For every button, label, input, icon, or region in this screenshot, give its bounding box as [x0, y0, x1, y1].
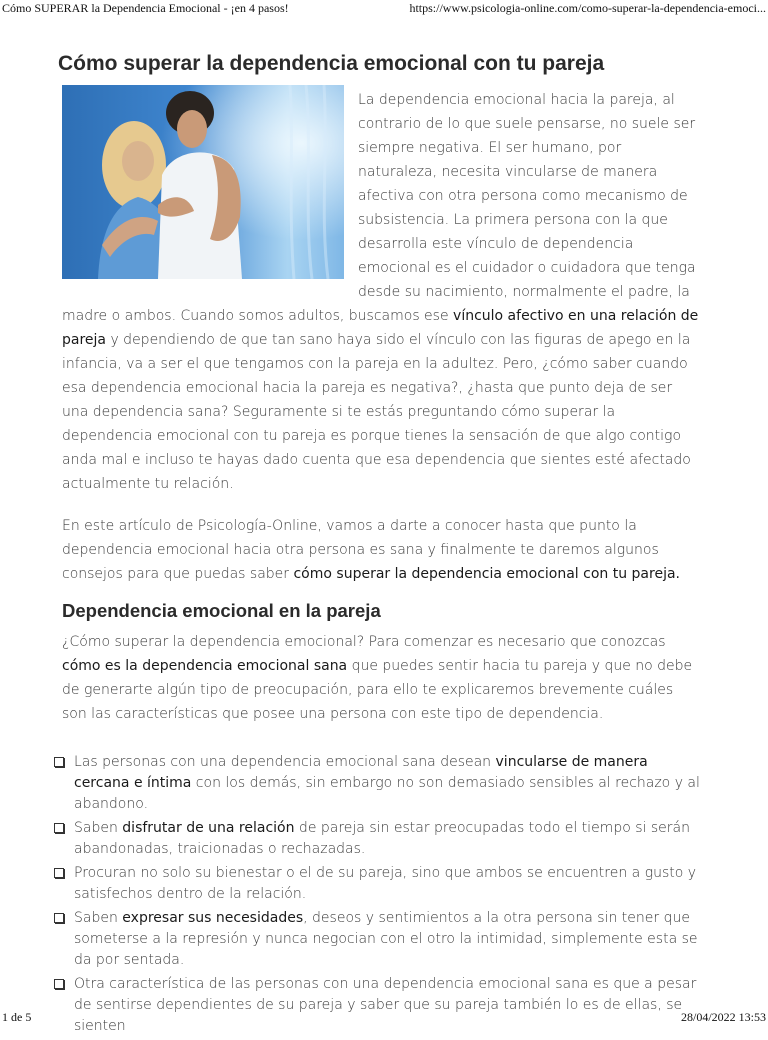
section-title: Dependencia emocional en la pareja: [62, 600, 381, 621]
link-disfrutar-relacion[interactable]: disfrutar de una relación: [122, 820, 295, 836]
p2-text: En este artículo de Psicología-Online, vamos a darte a conocer hasta que punto la dependencia emocional hacia otra persona es sana y finalmente te daremos algunos consejos para que puedas saber: [62, 518, 659, 582]
p3-text-2: que puedes sentir hacia tu pareja y que no debe de generarte algún tipo de preocupación, para ello te explicaremos brevemente cuáles son las características que posee una persona con este tipo de dependencia.: [62, 658, 693, 722]
article-paragraph-2: [62, 514, 702, 586]
square-bullet-icon: [54, 979, 64, 989]
print-datetime: 28/04/2022 13:53: [680, 1010, 766, 1024]
intro-text-2: y dependiendo de que tan sano haya sido el vínculo con las figuras de apego en la infancia, va a ser el que tengamos con la pareja en la adultez. Pero, ¿cómo saber cuando esa dependencia emocional hacia la pareja es negativa?, ¿hasta que punto deja de ser una dependencia sana? Seguramente si te estás preguntando cómo superar la dependencia emocional con tu pareja es porque tienes la sensación de que algo contigo anda mal e incluso te hayas dado cuenta que esa dependencia que sientes esté afectado actualmente tu relación.: [62, 332, 691, 492]
link-vinculo-afectivo[interactable]: vínculo afectivo en una relación de pareja: [62, 308, 699, 348]
list-item: Las personas con una dependencia emocional sana desean vincularse de manera cercana e íntima con los demás, sin embargo no son demasiado sensibles al rechazo y al abandono.: [54, 752, 702, 815]
p3-text-1: ¿Cómo superar la dependencia emocional? Para comenzar es necesario que conozcas: [62, 634, 666, 650]
link-vincularse[interactable]: vincularse de manera cercana e íntima: [74, 754, 648, 791]
print-header-title: Cómo SUPERAR la Dependencia Emocional - ¡en 4 pasos!: [2, 1, 289, 15]
square-bullet-icon: [54, 823, 64, 833]
link-como-superar[interactable]: cómo superar la dependencia emocional con tu pareja.: [293, 566, 680, 582]
square-bullet-icon: [54, 868, 64, 878]
square-bullet-icon: [54, 757, 64, 767]
intro-text-1: La dependencia emocional hacia la pareja, al contrario de lo que suele pensarse, no suele ser siempre negativa. El ser humano, por naturaleza, necesita vincularse de manera afectiva con otra persona como mecanismo de subsistencia. La primera persona con la que desarrolla este vínculo de dependencia emocional es el cuidador o cuidadora que tenga desde su nacimiento, normalmente el padre, la madre o ambos. Cuando somos adultos, buscamos ese: [62, 92, 696, 324]
link-dependencia-sana[interactable]: cómo es la dependencia emocional sana: [62, 658, 348, 674]
list-item: Saben expresar sus necesidades, deseos y sentimientos a la otra persona sin tener que someterse a la represión y nunca negocian con el otro la intimidad, simplemente esta se da por sentada.: [54, 908, 702, 971]
list-item: Saben disfrutar de una relación de pareja sin estar preocupadas todo el tiempo si serán abandonadas, traicionadas o rechazadas.: [54, 818, 702, 860]
list-item: Procuran no solo su bienestar o el de su pareja, sino que ambos se encuentren a gusto y satisfechos dentro de la relación.: [54, 863, 702, 905]
characteristics-list: [54, 752, 702, 1037]
link-expresar-necesidades[interactable]: expresar sus necesidades: [122, 910, 304, 926]
list-item: Otra característica de las personas con una dependencia emocional sana es que a pesar de sentirse dependientes de su pareja y saber que su pareja también lo es de ellas, se sienten: [54, 974, 702, 1037]
article: [58, 50, 702, 1040]
page-number: 1 de 5: [2, 1010, 32, 1024]
article-paragraph-3: [62, 630, 702, 726]
print-header: [0, 1, 768, 17]
couple-photo: [62, 85, 344, 279]
square-bullet-icon: [54, 913, 64, 923]
print-header-url: https://www.psicologia-online.com/como-superar-la-dependencia-emoci...: [409, 1, 766, 15]
article-title: Cómo superar la dependencia emocional con tu pareja: [58, 52, 605, 75]
